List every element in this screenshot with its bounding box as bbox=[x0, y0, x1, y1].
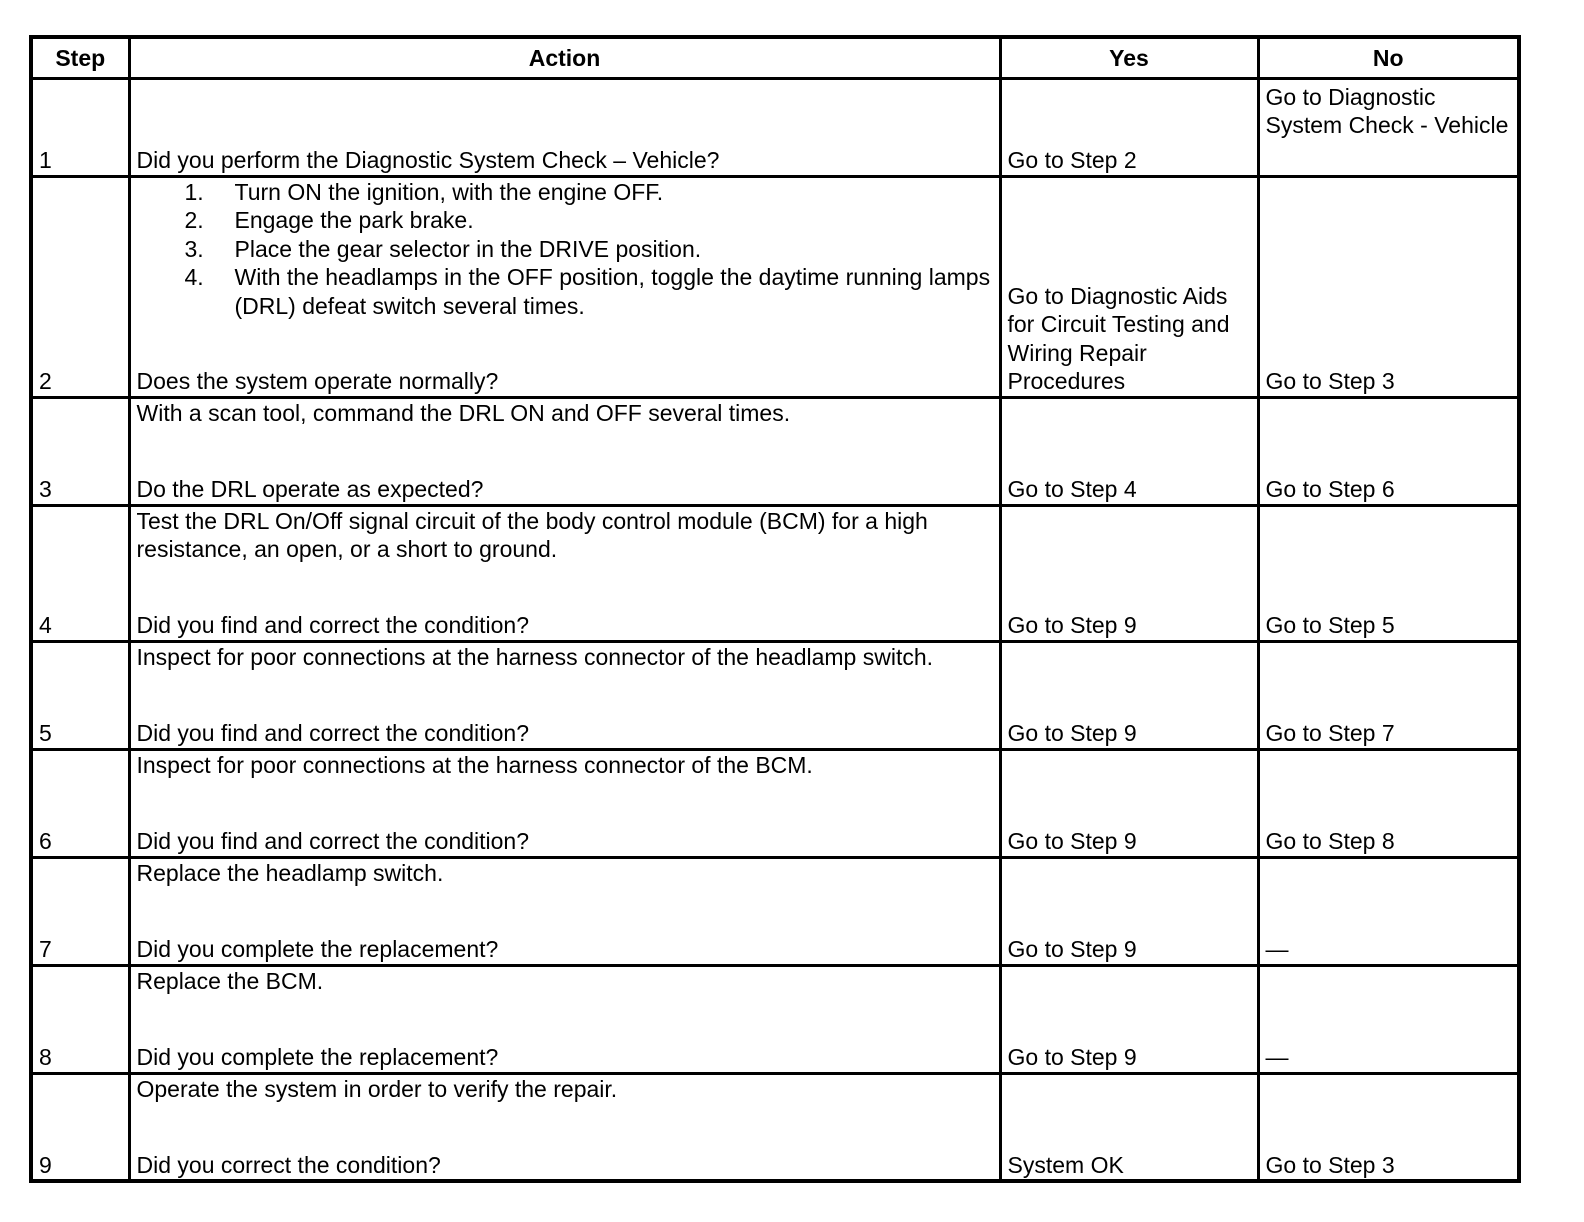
action-question: Did you find and correct the condition? bbox=[136, 612, 530, 638]
substep-list bbox=[137, 178, 993, 321]
substep-number: 1. bbox=[184, 178, 204, 205]
step-number: 2 bbox=[31, 176, 129, 397]
action-text: Inspect for poor connections at the harness connector of the BCM. bbox=[136, 751, 813, 778]
no-cell: Go to Step 8 bbox=[1258, 749, 1519, 857]
yes-cell: Go to Step 9 bbox=[1000, 965, 1258, 1073]
substep-number: 2. bbox=[184, 207, 204, 233]
step-number: 9 bbox=[31, 1073, 129, 1181]
action-text: Did you perform the Diagnostic System Check – Vehicle? bbox=[136, 147, 720, 173]
substep-item bbox=[184, 206, 993, 235]
action-cell bbox=[129, 641, 1000, 749]
action-question: Does the system operate normally? bbox=[136, 368, 499, 394]
action-text: Operate the system in order to verify the repair. bbox=[136, 1075, 618, 1102]
step-number: 1 bbox=[31, 78, 129, 176]
table-row bbox=[31, 965, 1519, 1073]
step-number: 8 bbox=[31, 965, 129, 1073]
table-row bbox=[31, 505, 1519, 641]
substep-item bbox=[184, 178, 993, 207]
yes-cell: Go to Step 4 bbox=[1000, 397, 1258, 505]
no-cell: Go to Step 3 bbox=[1258, 176, 1519, 397]
no-cell: — bbox=[1258, 965, 1519, 1073]
substep-item bbox=[184, 235, 993, 264]
substep-text: With the headlamps in the OFF position, toggle the daytime running lamps (DRL) defeat switch several times. bbox=[234, 264, 991, 319]
substep-text: Engage the park brake. bbox=[234, 207, 474, 233]
action-text: Test the DRL On/Off signal circuit of the body control module (BCM) for a high resistance, an open, or a short to ground. bbox=[136, 507, 928, 562]
step-number: 4 bbox=[31, 505, 129, 641]
substep-text: Turn ON the ignition, with the engine OFF. bbox=[234, 178, 664, 205]
action-cell bbox=[129, 176, 1000, 397]
header-action: Action bbox=[129, 37, 1000, 78]
no-cell: — bbox=[1258, 857, 1519, 965]
no-cell: Go to Step 3 bbox=[1258, 1073, 1519, 1181]
substep-item bbox=[184, 263, 993, 320]
action-text: With a scan tool, command the DRL ON and OFF several times. bbox=[136, 399, 791, 426]
action-question: Did you find and correct the condition? bbox=[136, 720, 530, 746]
substep-text: Place the gear selector in the DRIVE position. bbox=[234, 235, 702, 262]
diagnostic-table bbox=[29, 35, 1521, 1183]
action-cell bbox=[129, 857, 1000, 965]
header-yes: Yes bbox=[1000, 37, 1258, 78]
no-cell: Go to Step 7 bbox=[1258, 641, 1519, 749]
action-cell bbox=[129, 749, 1000, 857]
action-text: Replace the headlamp switch. bbox=[136, 859, 444, 886]
table-row bbox=[31, 78, 1519, 176]
table-row bbox=[31, 176, 1519, 397]
action-text: Replace the BCM. bbox=[136, 967, 324, 994]
action-cell bbox=[129, 1073, 1000, 1181]
table-row bbox=[31, 857, 1519, 965]
action-question: Did you find and correct the condition? bbox=[136, 828, 530, 854]
substep-number: 3. bbox=[184, 235, 204, 262]
yes-cell: Go to Diagnostic Aids for Circuit Testing and Wiring Repair Procedures bbox=[1000, 176, 1258, 397]
table-row bbox=[31, 749, 1519, 857]
table-row bbox=[31, 397, 1519, 505]
yes-cell: Go to Step 2 bbox=[1000, 78, 1258, 176]
table-row bbox=[31, 641, 1519, 749]
yes-cell: Go to Step 9 bbox=[1000, 857, 1258, 965]
yes-cell: System OK bbox=[1000, 1073, 1258, 1181]
no-cell: Go to Diagnostic System Check - Vehicle bbox=[1258, 78, 1519, 176]
action-question: Do the DRL operate as expected? bbox=[136, 476, 484, 502]
no-cell: Go to Step 6 bbox=[1258, 397, 1519, 505]
action-cell bbox=[129, 78, 1000, 176]
action-question: Did you complete the replacement? bbox=[136, 936, 499, 962]
action-question: Did you correct the condition? bbox=[136, 1151, 441, 1178]
yes-cell: Go to Step 9 bbox=[1000, 641, 1258, 749]
table-row bbox=[31, 1073, 1519, 1181]
step-number: 3 bbox=[31, 397, 129, 505]
step-number: 5 bbox=[31, 641, 129, 749]
action-question: Did you complete the replacement? bbox=[136, 1044, 499, 1070]
action-text: Inspect for poor connections at the harness connector of the headlamp switch. bbox=[136, 643, 934, 670]
action-cell bbox=[129, 505, 1000, 641]
step-number: 7 bbox=[31, 857, 129, 965]
step-number: 6 bbox=[31, 749, 129, 857]
action-cell bbox=[129, 397, 1000, 505]
header-row bbox=[31, 37, 1519, 78]
no-cell: Go to Step 5 bbox=[1258, 505, 1519, 641]
substep-number: 4. bbox=[184, 264, 204, 290]
header-no: No bbox=[1258, 37, 1519, 78]
action-cell bbox=[129, 965, 1000, 1073]
yes-cell: Go to Step 9 bbox=[1000, 749, 1258, 857]
yes-cell: Go to Step 9 bbox=[1000, 505, 1258, 641]
header-step: Step bbox=[31, 37, 129, 78]
